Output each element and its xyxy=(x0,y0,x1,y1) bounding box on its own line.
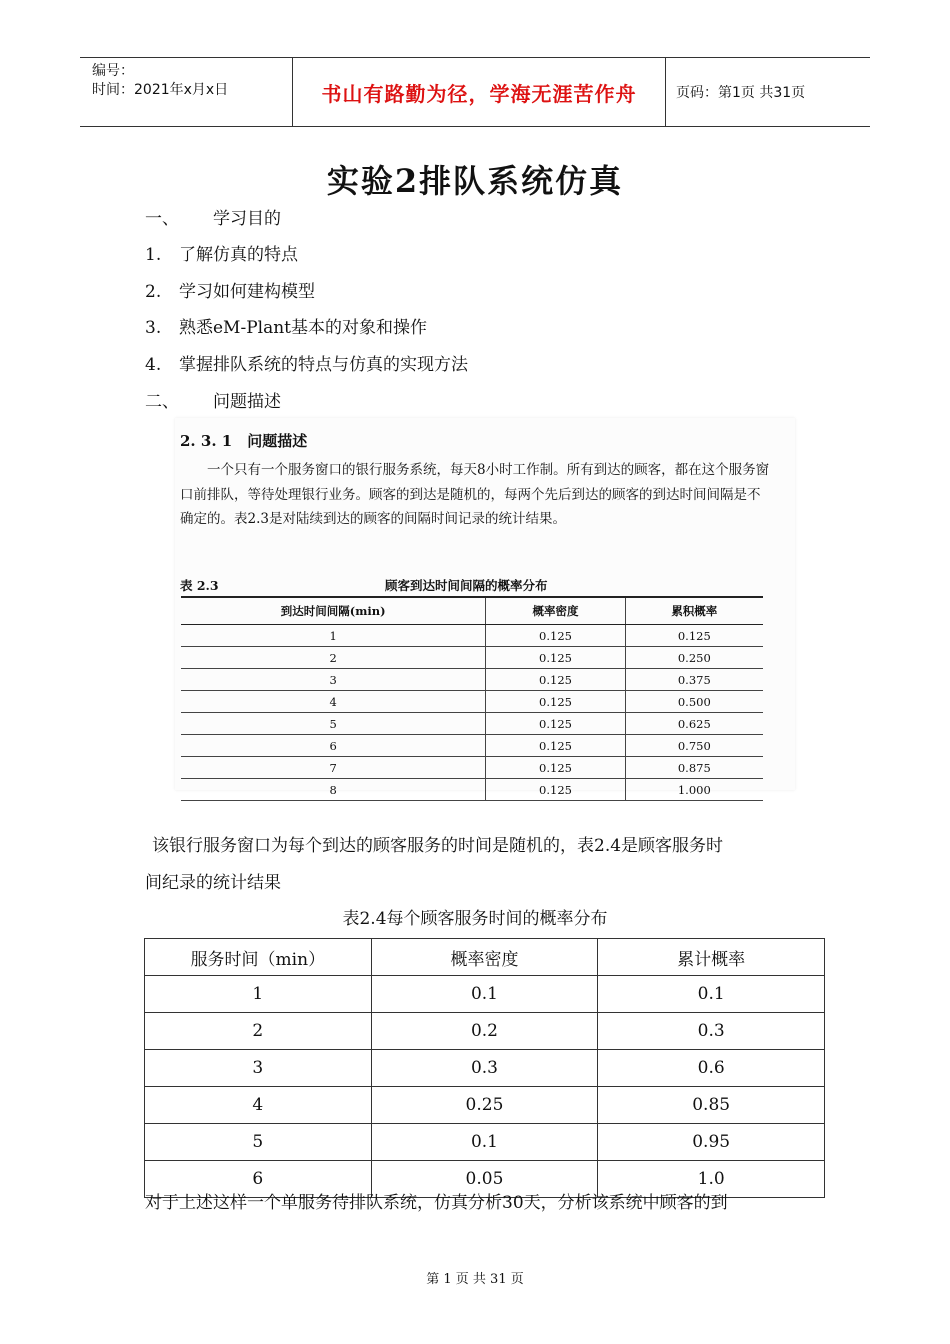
table-cell: 0.1 xyxy=(598,976,825,1013)
table-row xyxy=(181,669,763,691)
table-cell: 0.125 xyxy=(486,757,625,779)
list-text: 掌握排队系统的特点与仿真的实现方法 xyxy=(179,355,468,375)
table-cell: 0.625 xyxy=(625,713,763,735)
header-motto: 书山有路勤为径，学海无涯苦作舟 xyxy=(292,58,666,126)
table-cell: 8 xyxy=(181,779,486,801)
table-row xyxy=(145,1013,825,1050)
scanned-excerpt xyxy=(175,418,795,797)
table-row xyxy=(181,625,763,647)
paragraph-line: 间纪录的统计结果 xyxy=(145,873,281,893)
table-cell: 3 xyxy=(145,1050,372,1087)
list-number: 4. xyxy=(145,355,162,375)
table-cell: 1 xyxy=(145,976,372,1013)
table-cell: 0.25 xyxy=(371,1087,598,1124)
list-item xyxy=(145,277,315,302)
table-header-cell: 到达时间间隔(min) xyxy=(181,597,486,625)
excerpt-paragraph: 一个只有一个服务窗口的银行服务系统，每天8小时工作制。所有到达的顾客，都在这个服务窗口前排队，等待处理银行业务。顾客的到达是随机的，每两个先后到达的顾客的到达时间间隔是不确定的。表2.3是对陆续到达的顾客的间隔时间记录的统计结果。 xyxy=(180,462,770,527)
table-cell: 0.3 xyxy=(371,1050,598,1087)
table-cell: 0.2 xyxy=(371,1013,598,1050)
table-cell: 2 xyxy=(181,647,486,669)
table-caption: 表2.4每个顾客服务时间的概率分布 xyxy=(342,909,608,929)
table-cell: 0.85 xyxy=(598,1087,825,1124)
table-cell: 1 xyxy=(181,625,486,647)
page-footer: 第 1 页 共 31 页 xyxy=(426,1272,524,1287)
table-row xyxy=(145,1124,825,1161)
table-cell: 1.0 xyxy=(598,1161,825,1198)
table-cell: 0.05 xyxy=(371,1161,598,1198)
header-page-info: 页码：第1页 共31页 xyxy=(676,85,806,101)
paragraph-line: 对于上述这样一个单服务待排队系统，仿真分析30天，分析该系统中顾客的到 xyxy=(145,1193,728,1213)
table-cell: 2 xyxy=(145,1013,372,1050)
table-cell: 3 xyxy=(181,669,486,691)
table-cell: 0.125 xyxy=(486,647,625,669)
list-number: 2. xyxy=(145,282,162,302)
section-text: 学习目的 xyxy=(213,209,281,229)
table-cell: 4 xyxy=(181,691,486,713)
table-cell: 0.1 xyxy=(371,976,598,1013)
table-cell: 5 xyxy=(145,1124,372,1161)
table-label: 表 2.3 xyxy=(180,578,219,593)
table-cell: 0.125 xyxy=(486,779,625,801)
table-cell: 0.125 xyxy=(486,713,625,735)
header-left xyxy=(80,58,292,126)
table-header-row xyxy=(181,597,763,625)
document-title: 实验2排队系统仿真 xyxy=(326,162,624,200)
section-heading xyxy=(145,204,281,229)
table-header-cell: 累计概率 xyxy=(598,939,825,976)
table-title: 顾客到达时间间隔的概率分布 xyxy=(385,578,548,593)
list-number: 3. xyxy=(145,318,162,338)
table-header-cell: 概率密度 xyxy=(486,597,625,625)
table-cell: 0.250 xyxy=(625,647,763,669)
table-cell: 0.125 xyxy=(486,625,625,647)
list-text: 了解仿真的特点 xyxy=(179,245,298,265)
page-header xyxy=(80,57,870,127)
table-cell: 0.375 xyxy=(625,669,763,691)
table-cell: 0.125 xyxy=(486,735,625,757)
list-item xyxy=(145,313,427,338)
excerpt-heading: 2. 3. 1 问题描述 xyxy=(180,432,308,450)
table-cell: 0.500 xyxy=(625,691,763,713)
table-row xyxy=(181,647,763,669)
table-cell: 4 xyxy=(145,1087,372,1124)
section-number: 二、 xyxy=(145,392,179,412)
table-row xyxy=(145,1087,825,1124)
table-header-row xyxy=(145,939,825,976)
table-row xyxy=(181,691,763,713)
table-cell: 0.1 xyxy=(371,1124,598,1161)
table-cell: 0.95 xyxy=(598,1124,825,1161)
table-row xyxy=(145,1050,825,1087)
table-row xyxy=(181,735,763,757)
paragraph-line: 该银行服务窗口为每个到达的顾客服务的时间是随机的，表2.4是顾客服务时 xyxy=(152,836,724,856)
table-cell: 7 xyxy=(181,757,486,779)
table-cell: 6 xyxy=(145,1161,372,1198)
table-caption xyxy=(180,576,765,594)
list-text: 学习如何建构模型 xyxy=(179,282,315,302)
table-cell: 0.125 xyxy=(625,625,763,647)
table-header-cell: 服务时间（min） xyxy=(145,939,372,976)
table-cell: 0.3 xyxy=(598,1013,825,1050)
table-row xyxy=(181,713,763,735)
table-cell: 5 xyxy=(181,713,486,735)
section-number: 一、 xyxy=(145,209,179,229)
section-text: 问题描述 xyxy=(213,392,281,412)
list-item xyxy=(145,350,468,375)
table-header-cell: 概率密度 xyxy=(371,939,598,976)
table-cell: 0.125 xyxy=(486,669,625,691)
list-number: 1. xyxy=(145,245,162,265)
table-cell: 0.875 xyxy=(625,757,763,779)
time-label: 时间：2021年x月x日 xyxy=(92,82,229,98)
service-time-table xyxy=(144,938,825,1198)
table-cell: 0.125 xyxy=(486,691,625,713)
list-item xyxy=(145,240,298,265)
arrival-interval-table xyxy=(181,596,763,801)
table-row xyxy=(181,779,763,801)
number-label: 编号： xyxy=(92,63,134,79)
table-cell: 0.750 xyxy=(625,735,763,757)
table-cell: 6 xyxy=(181,735,486,757)
table-cell: 1.000 xyxy=(625,779,763,801)
table-row xyxy=(181,757,763,779)
table-row xyxy=(145,976,825,1013)
table-cell: 0.6 xyxy=(598,1050,825,1087)
table-header-cell: 累积概率 xyxy=(625,597,763,625)
list-text: 熟悉eM-Plant基本的对象和操作 xyxy=(179,318,428,338)
section-heading xyxy=(145,387,281,412)
